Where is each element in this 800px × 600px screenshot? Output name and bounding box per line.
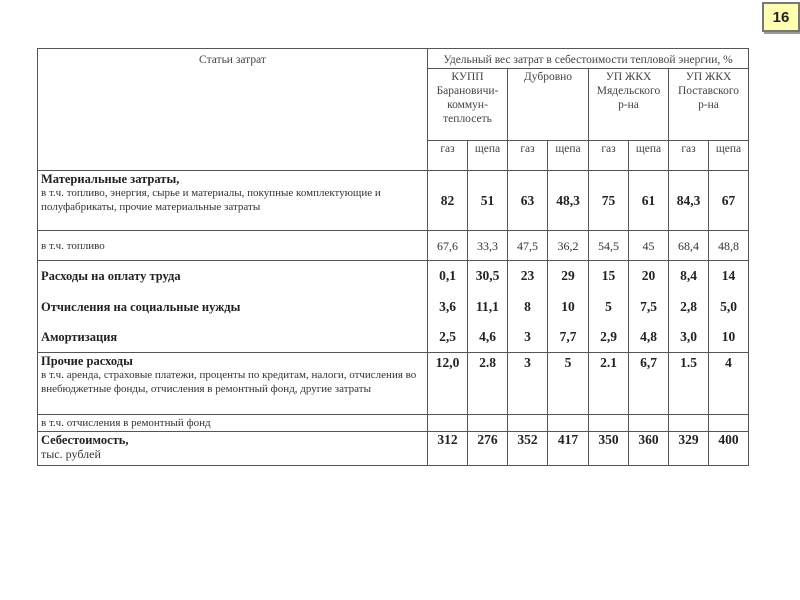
- value-cell: 33,3: [468, 231, 508, 261]
- empty-cell: [589, 415, 629, 432]
- value-cell: 400: [709, 432, 749, 466]
- empty-cell: [468, 415, 508, 432]
- value-cell: 3: [508, 323, 548, 353]
- value-cell: 10: [709, 323, 749, 353]
- value-cell: 2.1: [589, 353, 629, 415]
- value-cell: 67,6: [428, 231, 468, 261]
- empty-cell: [508, 415, 548, 432]
- value-cell: 5: [548, 353, 589, 415]
- fuel-label: щепа: [548, 141, 589, 171]
- row-label: Амортизация: [38, 323, 428, 353]
- fuel-label: газ: [508, 141, 548, 171]
- value-cell: 4,8: [629, 323, 669, 353]
- value-cell: 276: [468, 432, 508, 466]
- row-label: [38, 171, 428, 231]
- value-cell: 2.8: [468, 353, 508, 415]
- value-cell: 8: [508, 291, 548, 323]
- value-cell: 3,6: [428, 291, 468, 323]
- value-cell: 4,6: [468, 323, 508, 353]
- value-cell: 7,5: [629, 291, 669, 323]
- row-label: в т.ч. отчисления в ремонтный фонд: [38, 415, 428, 432]
- empty-cell: [548, 415, 589, 432]
- row-subtitle: тыс. рублей: [41, 447, 101, 461]
- table-row-repair: [38, 415, 749, 432]
- value-cell: 1.5: [669, 353, 709, 415]
- value-cell: 20: [629, 261, 669, 291]
- value-cell: 0,1: [428, 261, 468, 291]
- table-row-fuel: [38, 231, 749, 261]
- fuel-label: щепа: [468, 141, 508, 171]
- value-cell: 360: [629, 432, 669, 466]
- value-cell: 48,8: [709, 231, 749, 261]
- empty-cell: [629, 415, 669, 432]
- table-row-materials: [38, 171, 749, 231]
- value-cell: 5: [589, 291, 629, 323]
- empty-cell: [669, 415, 709, 432]
- table-row-cost: [38, 432, 749, 466]
- row-label: Расходы на оплату труда: [38, 261, 428, 291]
- value-cell: 8,4: [669, 261, 709, 291]
- value-cell: 61: [629, 171, 669, 231]
- row-title: Материальные затраты,: [41, 172, 180, 186]
- row-title: Себестоимость,: [41, 433, 129, 447]
- row-subtitle: в т.ч. аренда, страховые платежи, проценты по кредитам, налоги, отчисления во внебюджетные фонды, отчисления в ремонтный фонд, другие затраты: [41, 369, 417, 395]
- row-subtitle: в т.ч. топливо, энергия, сырье и материалы, покупные комплектующие и полуфабрикаты, прочие материальные затраты: [41, 187, 381, 213]
- table-row-amortization: [38, 323, 749, 353]
- fuel-label: щепа: [709, 141, 749, 171]
- fuel-label: газ: [669, 141, 709, 171]
- value-cell: 36,2: [548, 231, 589, 261]
- row-label: Отчисления на социальные нужды: [38, 291, 428, 323]
- value-cell: 352: [508, 432, 548, 466]
- row-label: в т.ч. топливо: [38, 231, 428, 261]
- value-cell: 23: [508, 261, 548, 291]
- row-label: [38, 432, 428, 466]
- value-cell: 84,3: [669, 171, 709, 231]
- enterprise-dubrovno: Дубровно: [508, 69, 589, 141]
- fuel-label: газ: [589, 141, 629, 171]
- value-cell: 29: [548, 261, 589, 291]
- value-cell: 45: [629, 231, 669, 261]
- enterprise-baranovichi: КУПП Барановичи-коммун-теплосеть: [428, 69, 508, 141]
- row-title: Прочие расходы: [41, 354, 133, 368]
- value-cell: 30,5: [468, 261, 508, 291]
- value-cell: 2,9: [589, 323, 629, 353]
- value-cell: 82: [428, 171, 468, 231]
- value-cell: 75: [589, 171, 629, 231]
- value-cell: 67: [709, 171, 749, 231]
- fuel-label: газ: [428, 141, 468, 171]
- value-cell: 51: [468, 171, 508, 231]
- table-row-labor: [38, 261, 749, 291]
- value-cell: 3,0: [669, 323, 709, 353]
- value-cell: 350: [589, 432, 629, 466]
- value-cell: 4: [709, 353, 749, 415]
- value-cell: 48,3: [548, 171, 589, 231]
- header-row: [38, 49, 749, 69]
- row-label: [38, 353, 428, 415]
- value-cell: 54,5: [589, 231, 629, 261]
- cost-structure-table: [37, 48, 749, 466]
- value-cell: 6,7: [629, 353, 669, 415]
- empty-cell: [709, 415, 749, 432]
- value-cell: 63: [508, 171, 548, 231]
- articles-header: Статьи затрат: [38, 49, 428, 171]
- value-cell: 329: [669, 432, 709, 466]
- value-cell: 68,4: [669, 231, 709, 261]
- value-cell: 3: [508, 353, 548, 415]
- share-header: Удельный вес затрат в себестоимости тепловой энергии, %: [428, 49, 749, 69]
- empty-cell: [428, 415, 468, 432]
- value-cell: 2,8: [669, 291, 709, 323]
- value-cell: 12,0: [428, 353, 468, 415]
- value-cell: 417: [548, 432, 589, 466]
- value-cell: 15: [589, 261, 629, 291]
- fuel-label: щепа: [629, 141, 669, 171]
- value-cell: 14: [709, 261, 749, 291]
- slide-number-badge: 16: [762, 2, 800, 32]
- value-cell: 7,7: [548, 323, 589, 353]
- value-cell: 47,5: [508, 231, 548, 261]
- table-row-social: [38, 291, 749, 323]
- table-row-other: [38, 353, 749, 415]
- value-cell: 5,0: [709, 291, 749, 323]
- value-cell: 11,1: [468, 291, 508, 323]
- value-cell: 312: [428, 432, 468, 466]
- enterprise-myadel: УП ЖКХ Мядельского р-на: [589, 69, 669, 141]
- value-cell: 10: [548, 291, 589, 323]
- enterprise-postavy: УП ЖКХ Поставского р-на: [669, 69, 749, 141]
- value-cell: 2,5: [428, 323, 468, 353]
